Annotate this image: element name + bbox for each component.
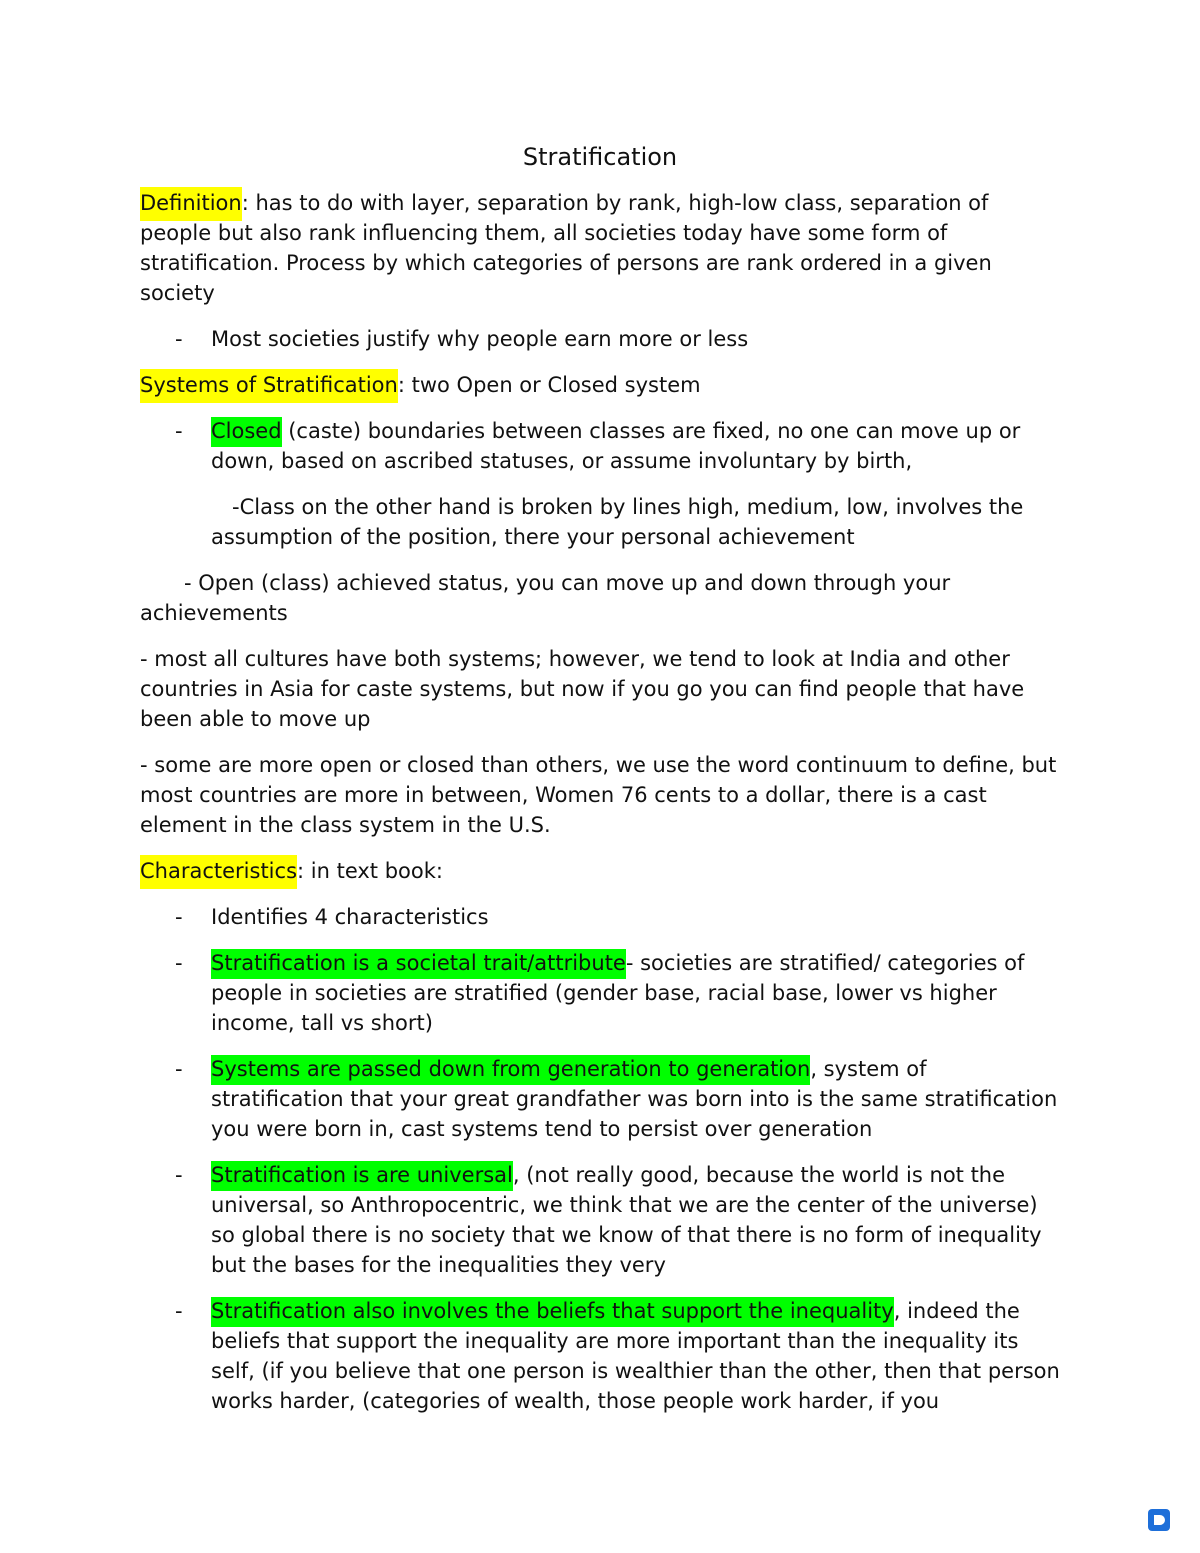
class-note: -Class on the other hand is broken by lines high, medium, low, involves the assumption of the position, there your personal achievement (211, 495, 1024, 549)
trait-text: , (not really good, because the world is not the universal, so Anthropocentric, we think that we are the center of the universe) so global there is no society that we know of that there is no form of inequality but the bases for the inequalities they very (211, 1163, 1042, 1277)
bullet-identifies-text: Identifies 4 characteristics (211, 905, 489, 929)
characteristics-term: Characteristics (140, 855, 297, 889)
trait-highlight: Systems are passed down from generation to generation (211, 1055, 810, 1085)
trait-item-4 (140, 1296, 1060, 1416)
trait-item-3 (140, 1160, 1060, 1280)
closed-term: Closed (211, 417, 282, 447)
bullet-dash: - (175, 419, 183, 443)
systems-text: : two Open or Closed system (397, 373, 701, 397)
trait-highlight: Stratification is a societal trait/attribute (211, 949, 626, 979)
definition-term: Definition (140, 187, 242, 221)
systems-paragraph (140, 370, 1060, 400)
trait-highlight: Stratification is are universal (211, 1161, 513, 1191)
bullet-dash: - (175, 327, 183, 351)
document-title: Stratification (522, 143, 678, 171)
systems-term: Systems of Stratification (140, 369, 398, 403)
bullet-dash: - (175, 951, 183, 975)
bullet-dash: - (175, 1163, 183, 1187)
trait-highlight: Stratification also involves the beliefs that support the inequality (211, 1297, 894, 1327)
bullet-dash: - (175, 1057, 183, 1081)
continuum-note: - some are more open or closed than others, we use the word continuum to define, but most countries are more in between, Women 76 cents to a dollar, there is a cast element in the class system in the U.S. (140, 753, 1057, 837)
trait-text: , system of stratification that your great grandfather was born into is the same stratification you were born in, cast systems tend to persist over generation (211, 1057, 1058, 1141)
bullet-identifies (140, 902, 1060, 932)
bullet-justify-text: Most societies justify why people earn more or less (211, 327, 749, 351)
characteristics-paragraph (140, 856, 1060, 886)
document-logo-icon (1146, 1507, 1172, 1533)
characteristics-text: : in text book: (297, 859, 443, 883)
definition-text: : has to do with layer, separation by rank, high-low class, separation of people but also rank influencing them, all societies today have some form of stratification. Process by which categories of persons are rank ordered in a given society (140, 191, 992, 305)
definition-paragraph (140, 188, 1060, 308)
bullet-dash: - (175, 905, 183, 929)
trait-text: , indeed the beliefs that support the inequality are more important than the inequality its self, (if you believe that one person is wealthier than the other, then that person works harder, (categories of wealth, those people work harder, if you (211, 1299, 1060, 1413)
trait-item-2 (140, 1054, 1060, 1144)
cultures-note: - most all cultures have both systems; however, we tend to look at India and other countries in Asia for caste systems, but now if you go you can find people that have been able to move up (140, 647, 1025, 731)
open-note: - Open (class) achieved status, you can move up and down through your achievements (140, 571, 951, 625)
trait-text: - societies are stratified/ categories of people in societies are stratified (gender base, racial base, lower vs higher income, tall vs short) (211, 951, 1025, 1035)
bullet-dash: - (175, 1299, 183, 1323)
bullet-justify (140, 324, 1060, 354)
trait-item-1 (140, 948, 1060, 1038)
bullet-closed (140, 416, 1060, 476)
closed-text: (caste) boundaries between classes are fixed, no one can move up or down, based on ascribed statuses, or assume involuntary by birth, (211, 419, 1021, 473)
